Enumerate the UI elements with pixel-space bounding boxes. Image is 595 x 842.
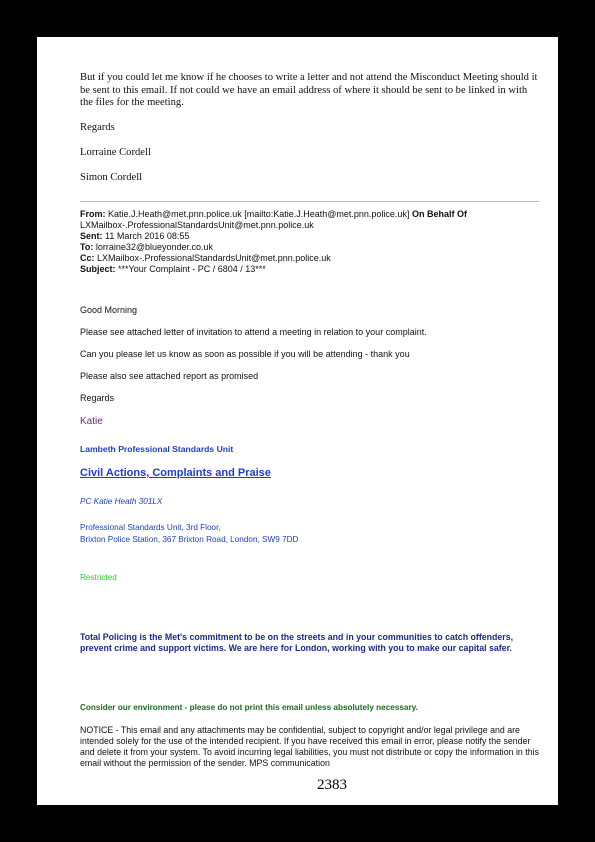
legal-notice: NOTICE - This email and any attachments may be confidential, subject to copyright and/or legal privilege and are intended solely for the use of the intended recipient. If you have received this email in error, please notify the sender and delete it from your system. To avoid incurring legal liabilities, you must not distribute or copy the information in this email without the permission of the sender. MPS communication xyxy=(80,725,539,768)
signature-link[interactable]: Civil Actions, Complaints and Praise xyxy=(80,467,271,479)
cc-value[interactable]: LXMailbox-.ProfessionalStandardsUnit@met.pnn.police.uk xyxy=(97,253,331,263)
subject-value: ***Your Complaint - PC / 6804 / 13*** xyxy=(118,264,266,274)
email-regards: Regards xyxy=(80,393,115,403)
subject-label: Subject: xyxy=(80,264,116,274)
signature-address-1: Professional Standards Unit, 3rd Floor, xyxy=(80,523,221,532)
signature-officer: PC Katie Heath 301LX xyxy=(80,497,163,506)
page-number: 2383 xyxy=(317,777,347,793)
email-header xyxy=(80,209,540,275)
email-line-3: Please also see attached report as promised xyxy=(80,371,259,381)
environment-notice: Consider our environment - please do not print this email unless absolutely necessary. xyxy=(80,703,418,712)
on-behalf-value[interactable]: LXMailbox-.ProfessionalStandardsUnit@met.pnn.police.uk xyxy=(80,220,314,230)
signature-unit: Lambeth Professional Standards Unit xyxy=(80,444,234,454)
sent-value: 11 March 2016 08:55 xyxy=(105,231,190,241)
email-sender-name: Katie xyxy=(80,416,103,427)
policing-statement: Total Policing is the Met's commitment to be on the streets and in your communities to catch offenders, prevent crime and support victims. We are here for London, working with you to make our capital safer. xyxy=(80,632,514,653)
email-greeting: Good Morning xyxy=(80,305,138,315)
separator-line xyxy=(80,201,539,202)
on-behalf-label: On Behalf Of xyxy=(411,209,467,219)
email-line-1: Please see attached letter of invitation to attend a meeting in relation to your complaint. xyxy=(80,327,427,337)
classification-label: Restricted xyxy=(80,573,117,582)
from-label: From: xyxy=(80,209,106,219)
email-line-2: Can you please let us know as soon as possible if you will be attending - thank you xyxy=(80,349,410,359)
to-value[interactable]: lorraine32@blueyonder.co.uk xyxy=(95,242,214,252)
letter-paragraph: But if you could let me know if he chooses to write a letter and not attend the Misconduct Meeting should it be sent to this email. If not could we have an email address of where it should be sent to be linked in with the files for the meeting. xyxy=(80,72,538,109)
signature-address-2: Brixton Police Station, 367 Brixton Road, London, SW9 7DD xyxy=(80,535,299,544)
to-label: To: xyxy=(80,242,94,252)
sent-label: Sent: xyxy=(80,231,103,241)
cc-label: Cc: xyxy=(80,253,95,263)
letter-regards: Regards xyxy=(80,122,115,133)
letter-signer-1: Lorraine Cordell xyxy=(80,147,151,158)
from-value[interactable]: Katie.J.Heath@met.pnn.police.uk [mailto:Katie.J.Heath@met.pnn.police.uk] xyxy=(108,209,410,219)
document-page xyxy=(37,37,558,805)
letter-signer-2: Simon Cordell xyxy=(80,172,143,183)
